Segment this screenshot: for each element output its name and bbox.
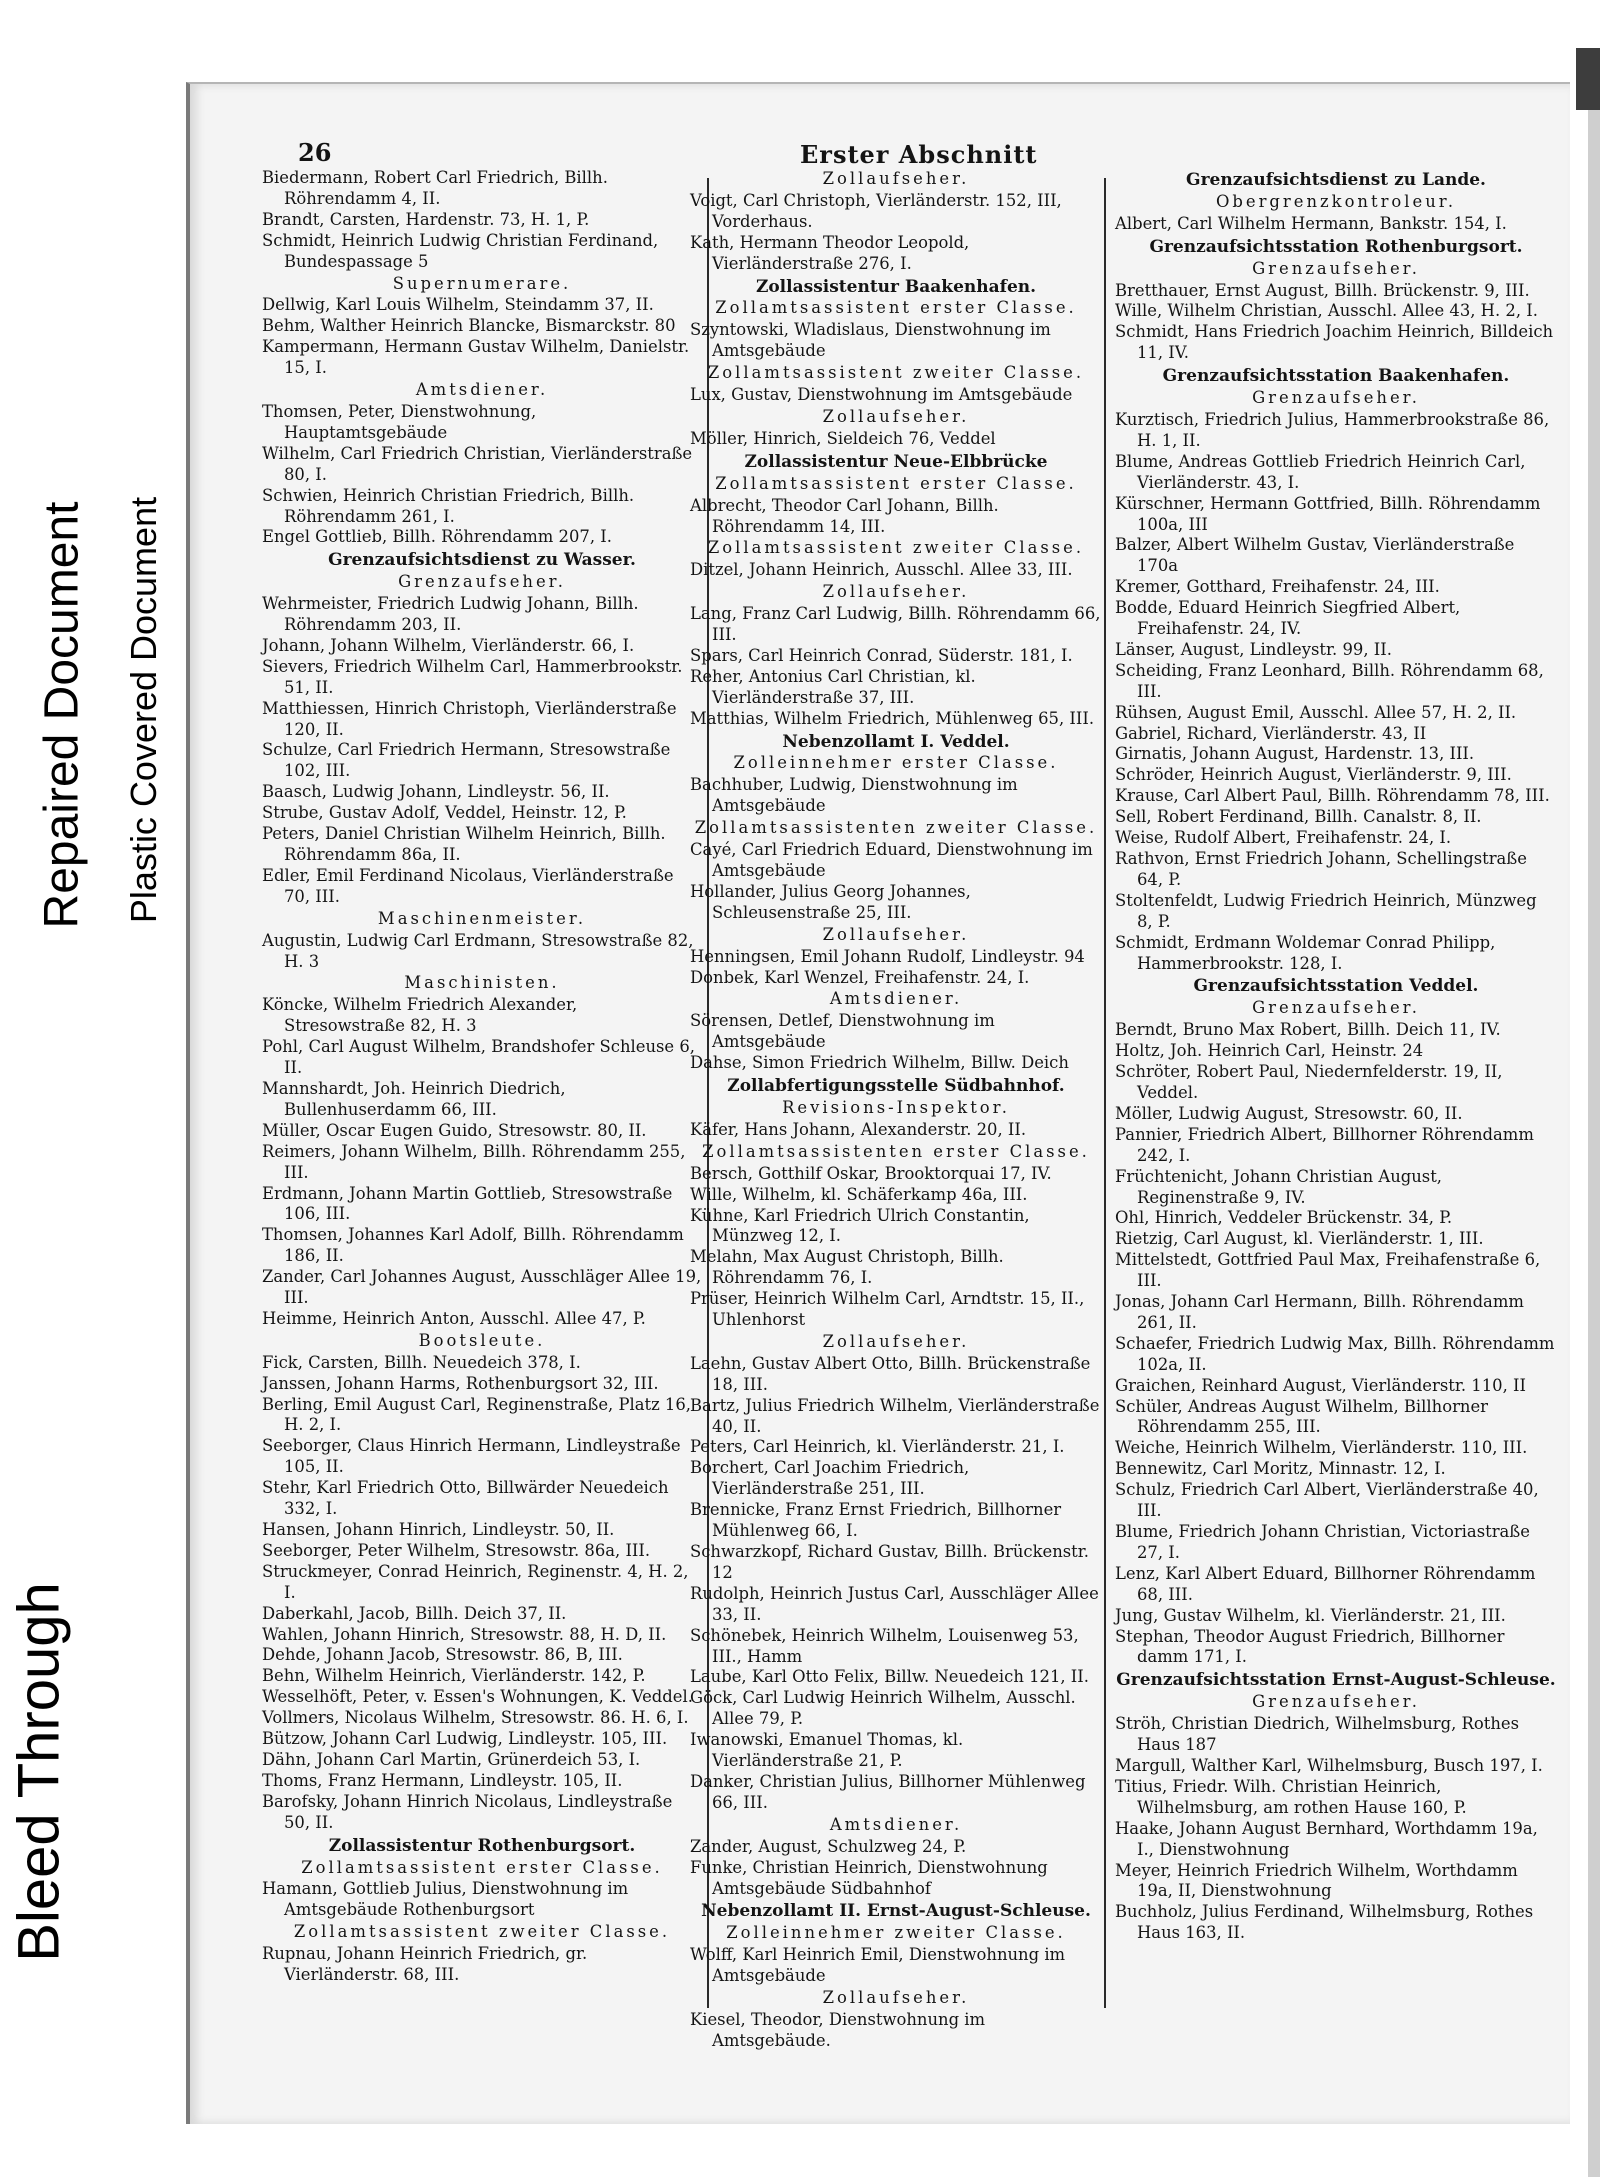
directory-entry: Margull, Walther Karl, Wilhelmsburg, Busch 197, I. <box>1115 1755 1543 1775</box>
directory-entry: Brennicke, Franz Ernst Friedrich, Billhorner Mühlenweg 66, I. <box>690 1500 1062 1541</box>
directory-entry: Laehn, Gustav Albert Otto, Billh. Brückenstraße 18, III. <box>690 1353 1091 1394</box>
directory-entry: Möller, Ludwig August, Stresowstr. 60, II. <box>1115 1103 1463 1123</box>
rank-heading: Zollaufseher. <box>822 1988 970 2008</box>
directory-entry: Ohl, Hinrich, Veddeler Brückenstr. 34, P. <box>1115 1208 1453 1228</box>
directory-entry: Gabriel, Richard, Vierländerstr. 43, II <box>1115 723 1427 743</box>
directory-entry: Wolff, Karl Heinrich Emil, Dienstwohnung im Amtsgebäude <box>690 1945 1066 1986</box>
directory-entry: Spars, Carl Heinrich Conrad, Süderstr. 181, I. <box>690 645 1073 665</box>
directory-entry: Rudolph, Heinrich Justus Carl, Ausschläger Allee 33, II. <box>690 1583 1099 1624</box>
directory-entry: Lux, Gustav, Dienstwohnung im Amtsgebäude <box>690 385 1073 405</box>
directory-entry: Thomsen, Peter, Dienstwohnung, Hauptamtsgebäude <box>262 401 537 442</box>
directory-entry: Funke, Christian Heinrich, Dienstwohnung Amtsgebäude Südbahnhof <box>690 1857 1048 1898</box>
directory-entry: Rupnau, Johann Heinrich Friedrich, gr. Vierländerstr. 68, III. <box>262 1944 588 1985</box>
directory-entry: Rietzig, Carl August, kl. Vierländerstr. 1, III. <box>1115 1229 1484 1249</box>
directory-entry: Früchtenicht, Johann Christian August, Reginenstraße 9, IV. <box>1115 1166 1443 1207</box>
directory-entry: Schmidt, Heinrich Ludwig Christian Ferdinand, Bundespassage 5 <box>262 230 659 271</box>
directory-entry: Zander, Carl Johannes August, Ausschläger Allee 19, III. <box>262 1267 702 1308</box>
directory-entry: Stehr, Karl Friedrich Otto, Billwärder Neuedeich 332, I. <box>262 1478 669 1519</box>
directory-entry: Wehrmeister, Friedrich Ludwig Johann, Billh. Röhrendamm 203, II. <box>262 594 639 635</box>
page-number: 26 <box>298 138 332 167</box>
directory-entry: Peters, Daniel Christian Wilhelm Heinrich, Billh. Röhrendamm 86a, II. <box>262 824 666 864</box>
directory-entry: Szyntowski, Wladislaus, Dienstwohnung im Amtsgebäude <box>690 320 1051 361</box>
directory-entry: Baasch, Ludwig Johann, Lindleystr. 56, II. <box>262 782 610 802</box>
directory-entry: Möller, Hinrich, Sieldeich 76, Veddel <box>690 428 996 448</box>
rank-heading: Maschinenmeister. <box>377 908 587 928</box>
directory-entry: Cayé, Carl Friedrich Eduard, Dienstwohnung im Amtsgebäude <box>690 840 1093 880</box>
directory-entry: Weise, Rudolf Albert, Freihafenstr. 24, I. <box>1115 828 1452 848</box>
rank-heading: Grenzaufseher. <box>398 572 566 592</box>
directory-entry: Melahn, Max August Christoph, Billh. Röhrendamm 76, I. <box>690 1247 1004 1288</box>
directory-entry: Ditzel, Johann Heinrich, Ausschl. Allee 33, III. <box>690 560 1073 580</box>
directory-entry: Dellwig, Karl Louis Wilhelm, Steindamm 37, II. <box>262 295 654 315</box>
section-heading: Nebenzollamt I. Veddel. <box>782 731 1010 752</box>
rank-heading: Amtsdiener. <box>829 1814 963 1834</box>
directory-entry: Vollmers, Nicolaus Wilhelm, Stresowstr. 86. H. 6, I. <box>262 1708 689 1728</box>
directory-entry: Wille, Wilhelm, kl. Schäferkamp 46a, III. <box>690 1184 1028 1204</box>
directory-entry: Graichen, Reinhard August, Vierländerstr. 110, II <box>1115 1375 1526 1395</box>
directory-entry: Hansen, Johann Hinrich, Lindleystr. 50, II. <box>262 1520 615 1539</box>
directory-entry: Strube, Gustav Adolf, Veddel, Heinstr. 12, P. <box>262 803 627 823</box>
section-heading: Grenzaufsichtsdienst zu Lande. <box>1186 170 1486 190</box>
directory-entry: Kiesel, Theodor, Dienstwohnung im Amtsgebäude. <box>690 2009 986 2050</box>
directory-entry: Kampermann, Hermann Gustav Wilhelm, Danielstr. 15, I. <box>262 337 690 378</box>
section-heading: Zollassistentur Neue-Elbbrücke <box>744 451 1048 472</box>
directory-entry: Rühsen, August Emil, Ausschl. Allee 57, H. 2, II. <box>1115 702 1517 722</box>
directory-entry: Borchert, Carl Joachim Friedrich, Vierländerstraße 251, III. <box>690 1458 970 1499</box>
label-plastic-covered-document <box>112 436 176 984</box>
directory-entry: Bennewitz, Carl Moritz, Minnastr. 12, I. <box>1115 1459 1446 1479</box>
directory-entry: Dehde, Johann Jacob, Stresowstr. 86, B, III. <box>262 1645 623 1665</box>
rank-heading: Zollaufseher. <box>822 582 970 602</box>
rank-heading: Zollaufseher. <box>822 169 970 188</box>
directory-entry: Balzer, Albert Wilhelm Gustav, Vierländerstraße 170a <box>1115 535 1515 576</box>
directory-entry: Sörensen, Detlef, Dienstwohnung im Amtsgebäude <box>690 1011 995 1052</box>
directory-entry: Käfer, Hans Johann, Alexanderstr. 20, II. <box>690 1119 1027 1139</box>
directory-entry: Bachhuber, Ludwig, Dienstwohnung im Amtsgebäude <box>690 775 1018 816</box>
rank-heading: Zollamtsassistent zweiter Classe. <box>293 1922 671 1942</box>
directory-entry: Wahlen, Johann Hinrich, Stresowstr. 88, H. D, II. <box>262 1624 667 1644</box>
section-heading: Grenzaufsichtsdienst zu Wasser. <box>328 550 636 571</box>
directory-entry: Albrecht, Theodor Carl Johann, Billh. Röhrendamm 14, III. <box>690 495 999 536</box>
section-heading: Zollabfertigungsstelle Südbahnhof. <box>727 1076 1065 1097</box>
section-heading: Grenzaufsichtsstation Ernst-August-Schleuse. <box>1116 1670 1556 1691</box>
directory-entry: Laube, Karl Otto Felix, Billw. Neuedeich 121, II. <box>690 1667 1089 1687</box>
directory-entry: Jung, Gustav Wilhelm, kl. Vierländerstr. 21, III. <box>1115 1605 1506 1625</box>
column-left <box>262 168 702 2004</box>
directory-entry: Erdmann, Johann Martin Gottlieb, Stresowstraße 106, III. <box>262 1183 673 1224</box>
directory-entry: Länser, August, Lindleystr. 99, II. <box>1115 639 1392 659</box>
directory-entry: Weiche, Heinrich Wilhelm, Vierländerstr. 110, III. <box>1115 1438 1528 1458</box>
rank-heading: Revisions-Inspektor. <box>782 1097 1010 1117</box>
directory-entry: Schmidt, Erdmann Woldemar Conrad Philipp, Hammerbrookstr. 128, I. <box>1115 932 1496 973</box>
column-right <box>1115 168 1557 2004</box>
directory-entry: Bretthauer, Ernst August, Billh. Brückenstr. 9, III. <box>1115 280 1530 300</box>
label-repaired-document-text: Repaired Document <box>35 501 89 929</box>
section-heading: Zollassistentur Rothenburgsort. <box>328 1835 636 1856</box>
directory-entry: Matthias, Wilhelm Friedrich, Mühlenweg 65, III. <box>690 708 1095 728</box>
rank-heading: Zollamtsassistenten erster Classe. <box>702 1141 1090 1161</box>
directory-entry: Thoms, Franz Hermann, Lindleystr. 105, II. <box>262 1770 623 1790</box>
directory-entry: Reimers, Johann Wilhelm, Billh. Röhrendamm 255, III. <box>262 1141 686 1182</box>
directory-entry: Seeborger, Claus Hinrich Hermann, Lindleystraße 105, II. <box>262 1436 681 1477</box>
directory-entry: Schmidt, Hans Friedrich Joachim Heinrich, Billdeich 11, IV. <box>1115 322 1554 363</box>
section-heading: Nebenzollamt II. Ernst-August-Schleuse. <box>701 1901 1091 1922</box>
directory-entry: Schröder, Heinrich August, Vierländerstr. 9, III. <box>1115 765 1512 785</box>
directory-entry: Wesselhöft, Peter, v. Essen's Wohnungen, K. Veddel. <box>262 1687 693 1707</box>
directory-entry: Wilhelm, Carl Friedrich Christian, Vierländerstraße 80, I. <box>262 443 693 484</box>
rank-heading: Grenzaufseher. <box>1252 388 1420 408</box>
directory-entry: Schwien, Heinrich Christian Friedrich, Billh. Röhrendamm 261, I. <box>262 485 635 526</box>
rank-heading: Maschinisten. <box>404 973 560 993</box>
rank-heading: Zollamtsassistent zweiter Classe. <box>707 363 1085 383</box>
rank-heading: Zolleinnehmer erster Classe. <box>733 753 1059 773</box>
directory-entry: Kremer, Gotthard, Freihafenstr. 24, III. <box>1115 577 1440 597</box>
directory-entry: Rathvon, Ernst Friedrich Johann, Schellingstraße 64, P. <box>1115 849 1527 889</box>
directory-entry: Scheiding, Franz Leonhard, Billh. Röhrendamm 68, III. <box>1115 660 1544 701</box>
directory-entry: Daberkahl, Jacob, Billh. Deich 37, II. <box>262 1603 567 1623</box>
directory-entry: Holtz, Joh. Heinrich Carl, Heinstr. 24 <box>1115 1041 1424 1061</box>
section-heading: Zollassistentur Baakenhafen. <box>755 276 1037 297</box>
directory-entry: Dahse, Simon Friedrich Wilhelm, Billw. Deich <box>690 1053 1069 1073</box>
rank-heading: Amtsdiener. <box>829 989 963 1009</box>
directory-entry: Berndt, Bruno Max Robert, Billh. Deich 11, IV. <box>1115 1020 1501 1040</box>
column-middle <box>690 168 1102 2050</box>
section-heading: Grenzaufsichtsstation Baakenhafen. <box>1162 366 1510 387</box>
directory-entry: Thomsen, Johannes Karl Adolf, Billh. Röhrendamm 186, II. <box>262 1225 684 1266</box>
rank-heading: Zollamtsassistent erster Classe. <box>715 473 1077 493</box>
rank-heading: Grenzaufseher. <box>1252 998 1420 1018</box>
directory-entry: Wille, Wilhelm Christian, Ausschl. Allee 43, H. 2, I. <box>1115 301 1538 321</box>
directory-entry: Reher, Antonius Carl Christian, kl. Vierländerstraße 37, III. <box>690 666 976 707</box>
directory-entry: Edler, Emil Ferdinand Nicolaus, Vierländerstraße 70, III. <box>262 865 674 906</box>
directory-entry: Behm, Walther Heinrich Blancke, Bismarckstr. 80 <box>262 316 676 336</box>
directory-entry: Meyer, Heinrich Friedrich Wilhelm, Worthdamm 19a, II, Dienstwohnung <box>1115 1860 1518 1901</box>
directory-entry: Krause, Carl Albert Paul, Billh. Röhrendamm 78, III. <box>1115 786 1550 806</box>
directory-entry: Sell, Robert Ferdinand, Billh. Canalstr. 8, II. <box>1115 807 1482 827</box>
directory-entry: Stoltenfeldt, Ludwig Friedrich Heinrich, Münzweg 8, P. <box>1115 890 1537 931</box>
directory-entry: Blume, Friedrich Johann Christian, Victoriastraße 27, I. <box>1115 1522 1530 1562</box>
rank-heading: Bootsleute. <box>418 1330 546 1350</box>
directory-entry: Behn, Wilhelm Heinrich, Vierländerstr. 142, P. <box>262 1666 646 1686</box>
directory-entry: Heimme, Heinrich Anton, Ausschl. Allee 47, P. <box>262 1308 646 1328</box>
directory-entry: Janssen, Johann Harms, Rothenburgsort 32, III. <box>262 1373 659 1393</box>
directory-entry: Schröter, Robert Paul, Niedernfelderstr. 19, II, Veddel. <box>1115 1062 1503 1102</box>
rank-heading: Zollamtsassistenten zweiter Classe. <box>694 818 1098 838</box>
rank-heading: Obergrenzkontroleur. <box>1215 191 1457 211</box>
directory-entry: Matthiessen, Hinrich Christoph, Vierländerstraße 120, II. <box>262 698 677 739</box>
directory-entry: Schulze, Carl Friedrich Hermann, Stresowstraße 102, III. <box>262 740 671 781</box>
label-repaired-document <box>14 420 110 1010</box>
column-rule <box>1104 178 1106 2008</box>
label-bleed-through-text: Bleed Through <box>6 1582 72 1962</box>
rank-heading: Zollamtsassistent zweiter Classe. <box>707 538 1085 558</box>
directory-entry: Schwarzkopf, Richard Gustav, Billh. Brückenstr. 12 <box>690 1542 1090 1582</box>
label-plastic-covered-document-text: Plastic Covered Document <box>123 496 164 924</box>
directory-entry: Berling, Emil August Carl, Reginenstraße, Platz 16, H. 2, I. <box>262 1394 691 1435</box>
directory-entry: Bersch, Gotthilf Oskar, Brooktorquai 17, IV. <box>690 1163 1052 1183</box>
directory-entry: Haake, Johann August Bernhard, Worthdamm 19a, I., Dienstwohnung <box>1115 1818 1538 1859</box>
rank-heading: Zolleinnehmer zweiter Classe. <box>726 1923 1066 1943</box>
rank-heading: Zollaufseher. <box>822 924 970 944</box>
directory-entry: Pohl, Carl August Wilhelm, Brandshofer Schleuse 6, II. <box>262 1037 695 1078</box>
rank-heading: Zollaufseher. <box>822 1331 970 1351</box>
directory-entry: Biedermann, Robert Carl Friedrich, Billh. Röhrendamm 4, II. <box>262 168 608 208</box>
rank-heading: Grenzaufseher. <box>1252 1692 1420 1712</box>
directory-entry: Buchholz, Julius Ferdinand, Wilhelmsburg, Rothes Haus 163, II. <box>1115 1902 1534 1943</box>
directory-entry: Schulz, Friedrich Carl Albert, Vierländerstraße 40, III. <box>1115 1480 1539 1521</box>
directory-entry: Kath, Hermann Theodor Leopold, Vierländerstraße 276, I. <box>690 232 970 273</box>
directory-entry: Lang, Franz Carl Ludwig, Billh. Röhrendamm 66, III. <box>690 604 1101 645</box>
rank-heading: Supernumerare. <box>392 273 572 293</box>
directory-entry: Danker, Christian Julius, Billhorner Mühlenweg 66, III. <box>690 1771 1086 1812</box>
directory-entry: Kurztisch, Friedrich Julius, Hammerbrookstraße 86, H. 1, II. <box>1115 409 1550 450</box>
directory-entry: Prüser, Heinrich Wilhelm Carl, Arndtstr. 15, II., Uhlenhorst <box>690 1289 1085 1330</box>
page-header: Erster Abschnitt <box>800 140 1038 169</box>
rank-heading: Zollaufseher. <box>822 406 970 426</box>
directory-entry: Jonas, Johann Carl Hermann, Billh. Röhrendamm 261, II. <box>1115 1292 1524 1332</box>
directory-entry: Bartz, Julius Friedrich Wilhelm, Vierländerstraße 40, II. <box>690 1395 1100 1436</box>
directory-entry: Kühne, Karl Friedrich Ulrich Constantin, Münzweg 12, I. <box>690 1205 1030 1246</box>
section-heading: Grenzaufsichtsstation Rothenburgsort. <box>1149 236 1523 257</box>
directory-entry: Hollander, Julius Georg Johannes, Schleusenstraße 25, III. <box>690 881 971 922</box>
directory-entry: Voigt, Carl Christoph, Vierländerstr. 152, III, Vorderhaus. <box>690 190 1062 231</box>
directory-entry: Ströh, Christian Diedrich, Wilhelmsburg, Rothes Haus 187 <box>1115 1714 1520 1755</box>
directory-entry: Pannier, Friedrich Albert, Billhorner Röhrendamm 242, I. <box>1115 1124 1534 1165</box>
directory-entry: Brandt, Carsten, Hardenstr. 73, H. 1, P. <box>262 209 590 229</box>
directory-entry: Johann, Johann Wilhelm, Vierländerstr. 66, I. <box>262 635 635 655</box>
directory-entry: Donbek, Karl Wenzel, Freihafenstr. 24, I. <box>690 967 1030 987</box>
scan-edge <box>1576 48 1600 110</box>
directory-entry: Girnatis, Johann August, Hardenstr. 13, III. <box>1115 744 1475 764</box>
directory-entry: Henningsen, Emil Johann Rudolf, Lindleystr. 94 <box>690 946 1085 966</box>
directory-entry: Mittelstedt, Gottfried Paul Max, Freihafenstraße 6, III. <box>1115 1250 1541 1291</box>
directory-entry: Seeborger, Peter Wilhelm, Stresowstr. 86a, III. <box>262 1540 651 1560</box>
directory-entry: Titius, Friedr. Wilh. Christian Heinrich, Wilhelmsburg, am rothen Hause 160, P. <box>1115 1776 1467 1817</box>
directory-entry: Müller, Oscar Eugen Guido, Stresowstr. 80, II. <box>262 1120 647 1140</box>
directory-entry: Kürschner, Hermann Gottfried, Billh. Röhrendamm 100a, III <box>1115 493 1541 534</box>
directory-entry: Sievers, Friedrich Wilhelm Carl, Hammerbrookstr. 51, II. <box>262 656 683 697</box>
directory-entry: Lenz, Karl Albert Eduard, Billhorner Röhrendamm 68, III. <box>1115 1563 1536 1604</box>
directory-entry: Bützow, Johann Carl Ludwig, Lindleystr. 105, III. <box>262 1729 668 1749</box>
directory-entry: Stephan, Theodor August Friedrich, Billhorner damm 171, I. <box>1115 1626 1505 1667</box>
directory-entry: Augustin, Ludwig Carl Erdmann, Stresowstraße 82, H. 3 <box>262 930 694 971</box>
directory-entry: Hamann, Gottlieb Julius, Dienstwohnung im Amtsgebäude Rothenburgsort <box>262 1879 629 1920</box>
directory-entry: Engel Gottlieb, Billh. Röhrendamm 207, I. <box>262 527 612 547</box>
directory-entry: Iwanowski, Emanuel Thomas, kl. Vierländerstraße 21, P. <box>690 1730 964 1771</box>
section-heading: Grenzaufsichtsstation Veddel. <box>1193 976 1479 997</box>
directory-entry: Dähn, Johann Carl Martin, Grünerdeich 53, I. <box>262 1749 641 1769</box>
directory-entry: Zander, August, Schulzweg 24, P. <box>690 1836 967 1856</box>
scan-edge <box>1588 110 1600 2177</box>
directory-entry: Schüler, Andreas August Wilhelm, Billhorner Röhrendamm 255, III. <box>1115 1396 1489 1437</box>
rank-heading: Amtsdiener. <box>415 380 549 400</box>
directory-entry: Göck, Carl Ludwig Heinrich Wilhelm, Ausschl. Allee 79, P. <box>690 1688 1076 1729</box>
directory-entry: Peters, Carl Heinrich, kl. Vierländerstr. 21, I. <box>690 1437 1065 1457</box>
rank-heading: Zollamtsassistent erster Classe. <box>301 1857 663 1877</box>
directory-entry: Fick, Carsten, Billh. Neuedeich 378, I. <box>262 1352 581 1372</box>
directory-entry: Schönebek, Heinrich Wilhelm, Louisenweg 53, III., Hamm <box>690 1625 1079 1666</box>
label-bleed-through <box>0 1502 79 2042</box>
directory-entry: Köncke, Wilhelm Friedrich Alexander, Stresowstraße 82, H. 3 <box>262 995 578 1036</box>
directory-entry: Blume, Andreas Gottlieb Friedrich Heinrich Carl, Vierländerstr. 43, I. <box>1115 451 1526 492</box>
directory-entry: Mannshardt, Joh. Heinrich Diedrich, Bullenhuserdamm 66, III. <box>262 1078 566 1119</box>
directory-entry: Bodde, Eduard Heinrich Siegfried Albert, Freihafenstr. 24, IV. <box>1115 598 1461 639</box>
rank-heading: Zollamtsassistent erster Classe. <box>715 298 1077 318</box>
rank-heading: Grenzaufseher. <box>1252 258 1420 278</box>
directory-entry: Albert, Carl Wilhelm Hermann, Bankstr. 154, I. <box>1115 213 1507 233</box>
directory-entry: Struckmeyer, Conrad Heinrich, Reginenstr. 4, H. 2, I. <box>262 1561 689 1602</box>
directory-entry: Barofsky, Johann Hinrich Nicolaus, Lindleystraße 50, II. <box>262 1791 673 1832</box>
directory-entry: Schaefer, Friedrich Ludwig Max, Billh. Röhrendamm 102a, II. <box>1115 1333 1555 1374</box>
